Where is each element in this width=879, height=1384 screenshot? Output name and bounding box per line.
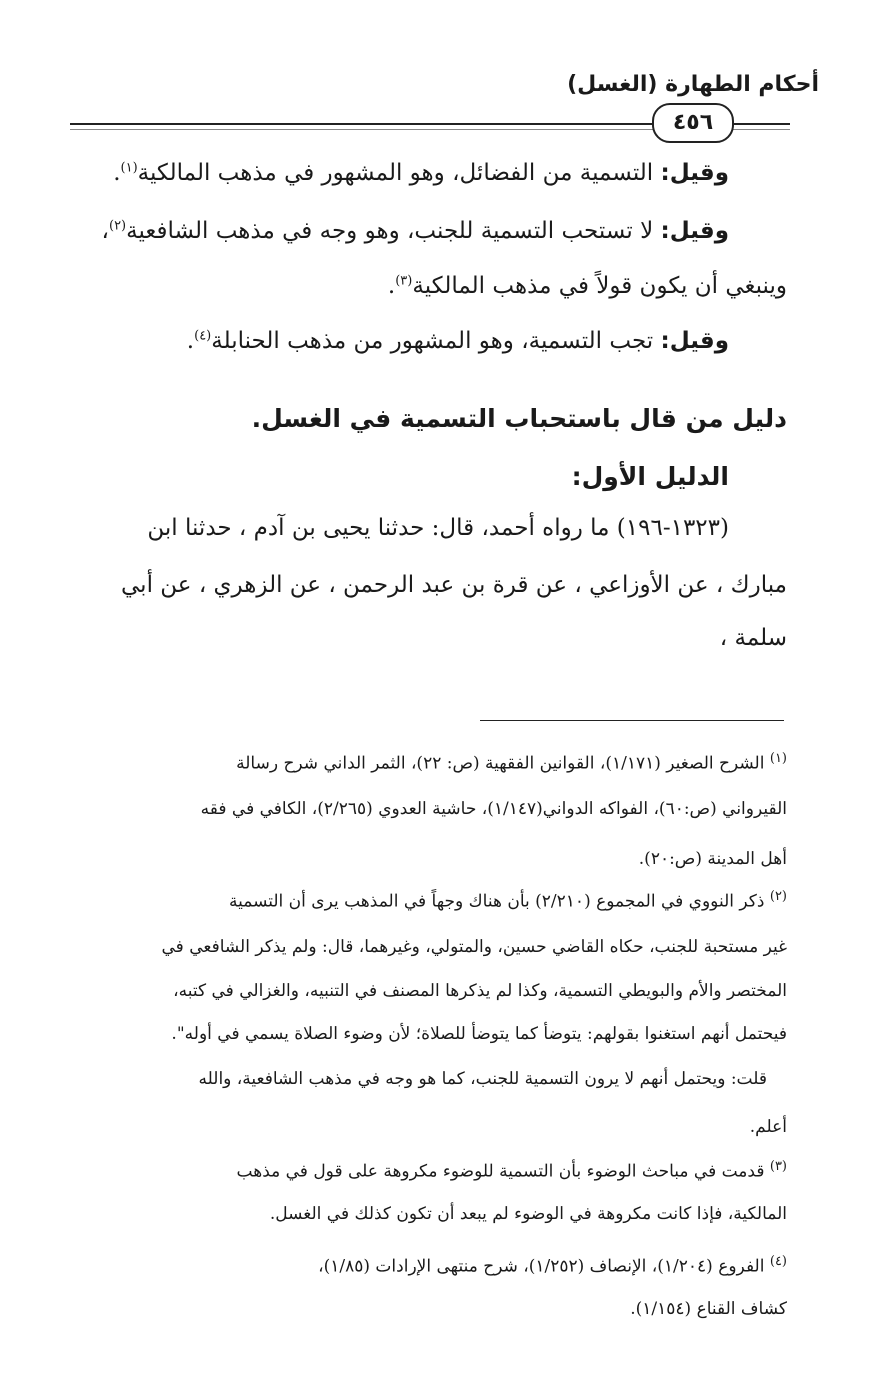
footnote-1-line-1: $^{(١)}$ الشرح الصغير (١/١٧١)، القوانين الفقهية (ص: ٢٢)، الثمر الداني شرح رسالة [236,751,787,774]
body-text-4: تجب التسمية، وهو المشهور من مذهب الحنابلة [211,328,661,354]
body-text-2: لا تستحب التسمية للجنب، وهو وجه في مذهب الشافعية [126,218,661,244]
footnote-ref-3[interactable]: (٣) [395,273,413,289]
footnote-4-number: (٤) [769,1254,787,1269]
label-qila-2: وقيل: [660,218,729,244]
hadith-line-3: سلمة ، [719,625,787,651]
footnote-ref-2[interactable]: (٢) [108,218,127,234]
footnote-2-line-6: أعلم. [749,1117,787,1137]
section-heading: دليل من قال باستحباب التسمية في الغسل. [251,404,787,433]
footnote-1-line-3: أهل المدينة (ص:٢٠). [638,849,787,869]
footnote-2-line-5: قلت: ويحتمل أنهم لا يرون التسمية للجنب، كما هو وجه في مذهب الشافعية، والله [198,1069,767,1089]
body-text-1: التسمية من الفضائل، وهو المشهور في مذهب المالكية [137,160,661,186]
footnote-2-line-2: غير مستحبة للجنب، حكاه القاضي حسين، والمتولي، وغيرهما، قال: ولم يذكر الشافعي في [161,937,787,957]
subsection-heading: الدليل الأول: [571,462,729,491]
footnote-ref-4[interactable]: (٤) [194,328,212,344]
body-text-3: وينبغي أن يكون قولاً في مذهب المالكية [412,273,787,299]
body-line-2: وقيل: لا تستحب التسمية للجنب، وهو وجه في مذهب الشافعية$^{(٢)}$، [101,218,729,244]
running-header-title: أحكام الطهارة (الغسل) [567,72,819,97]
footnote-separator [480,720,784,721]
label-qila-1: وقيل: [660,160,729,186]
hadith-line-2: مبارك ، عن الأوزاعي ، عن قرة بن عبد الرحمن ، عن الزهري ، عن أبي [121,572,787,598]
hadith-line-1: (١٣٢٣-١٩٦) ما رواه أحمد، قال: حدثنا يحيى بن آدم ، حدثنا ابن [147,515,729,541]
body-line-1: وقيل: التسمية من الفضائل، وهو المشهور في مذهب المالكية$^{(١)}$. [113,160,729,186]
footnote-3-line-2: المالكية، فإذا كانت مكروهة في الوضوء لم يبعد أن تكون كذلك في الغسل. [269,1204,787,1224]
footnote-3-number: (٣) [769,1159,787,1174]
footnote-1-number: (١) [769,751,787,766]
body-line-4: وقيل: تجب التسمية، وهو المشهور من مذهب الحنابلة$^{(٤)}$. [186,328,729,354]
footnote-ref-1[interactable]: (١) [120,160,138,176]
footnote-3-line-1: $^{(٣)}$ قدمت في مباحث الوضوء بأن التسمية للوضوء مكروهة على قول في مذهب [236,1159,787,1182]
footnote-2-line-1: $^{(٢)}$ ذكر النووي في المجموع (٢/٢١٠) بأن هناك وجهاً في المذهب يرى أن التسمية [229,889,787,912]
footnote-1-line-2: القيرواني (ص:٦٠)، الفواكه الدواني(١/١٤٧)، حاشية العدوي (٢/٢٦٥)، الكافي في فقه [200,799,787,819]
footnote-2-line-4: فيحتمل أنهم استغنوا بقولهم: يتوضأ كما يتوضأ للصلاة؛ لأن وضوء الصلاة يسمي في أوله". [171,1024,787,1044]
footnote-4-line-2: كشاف القناع (١/١٥٤). [630,1299,787,1319]
label-qila-3: وقيل: [660,328,729,354]
footnote-2-number: (٢) [769,889,787,904]
footnote-2-line-3: المختصر والأم والبويطي التسمية، وكذا لم يذكرها المصنف في التنبيه، والغزالي في كتبه، [173,981,787,1001]
body-line-3: وينبغي أن يكون قولاً في مذهب المالكية$^{(٣)}$. [387,273,787,299]
footnote-4-line-1: $^{(٤)}$ الفروع (١/٢٠٤)، الإنصاف (١/٢٥٢)، شرح منتهى الإرادات (١/٨٥)، [318,1254,787,1277]
page-number: ٤٥٦ [652,103,734,143]
